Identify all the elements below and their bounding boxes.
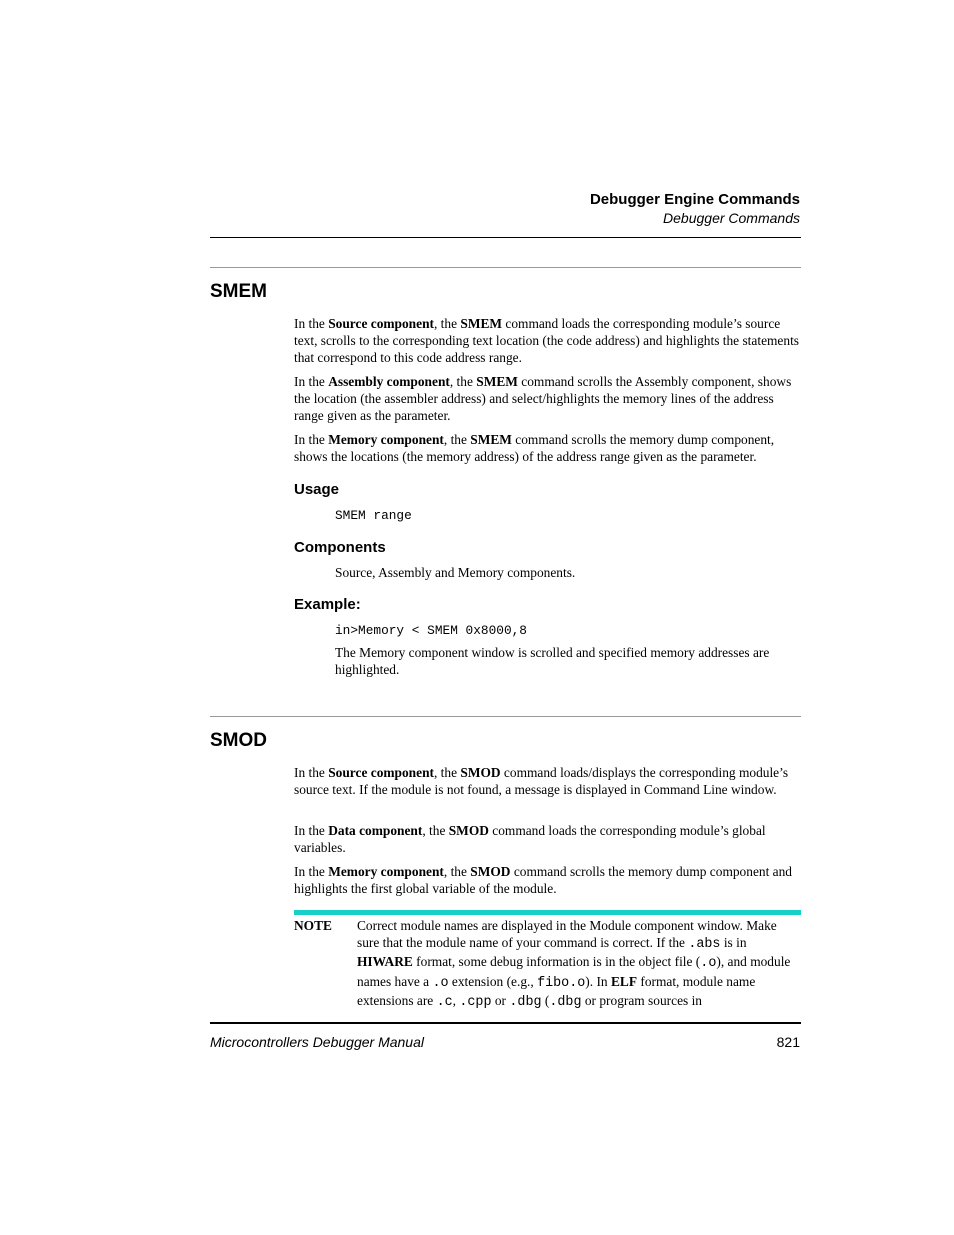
example-heading: Example:	[294, 596, 361, 613]
components-heading: Components	[294, 539, 386, 556]
section-heading-smod: SMOD	[210, 730, 267, 751]
note-text: Correct module names are displayed in the Module component window. Make sure that the module name of your command is correct. If the .abs is in HIWARE format, some debug information is in the object file (.o), and module names have a .o extension (e.g., fibo.o). In ELF format, module name extensions are .c, .cpp or .dbg (.dbg or program sources in	[357, 918, 791, 1010]
smod-paragraph-source: In the Source component, the SMOD command loads/displays the corresponding module’s source text. If the module is not found, a message is displayed in Command Line window.	[294, 765, 789, 798]
section-heading-smem: SMEM	[210, 281, 267, 302]
running-header-subtitle: Debugger Commands	[663, 210, 800, 226]
note-bar	[294, 910, 801, 915]
note-label: NOTE	[294, 918, 332, 933]
example-code: in>Memory < SMEM 0x8000,8	[335, 623, 527, 638]
smem-paragraph-memory: In the Memory component, the SMEM command scrolls the memory dump component, shows the locations (the memory address) of the address range given as the parameter.	[294, 432, 775, 465]
section-divider-smem	[210, 267, 801, 268]
smod-paragraph-memory: In the Memory component, the SMOD command scrolls the memory dump component and highlights the first global variable of the module.	[294, 864, 792, 897]
components-text: Source, Assembly and Memory components.	[335, 565, 576, 580]
page-number: 821	[776, 1034, 800, 1050]
smem-paragraph-assembly: In the Assembly component, the SMEM command scrolls the Assembly component, shows the location (the assembler address) and select/highlights the memory lines of the address range given as the parameter.	[294, 374, 792, 424]
footer-manual-title: Microcontrollers Debugger Manual	[210, 1034, 424, 1050]
running-header-title: Debugger Engine Commands	[589, 191, 800, 208]
section-divider-smod	[210, 716, 801, 717]
usage-code: SMEM range	[335, 508, 412, 523]
usage-heading: Usage	[294, 481, 340, 498]
footer-rule	[210, 1022, 801, 1024]
smod-paragraph-data: In the Data component, the SMOD command loads the corresponding module’s global variables.	[294, 823, 766, 856]
example-text: The Memory component window is scrolled and specified memory addresses are highlighted.	[335, 645, 770, 678]
header-rule	[210, 237, 801, 238]
smem-paragraph-source: In the Source component, the SMEM command loads the corresponding module’s source text, scrolls to the corresponding text location (the code address) and highlights the statements that correspond to this code address range.	[294, 316, 799, 366]
